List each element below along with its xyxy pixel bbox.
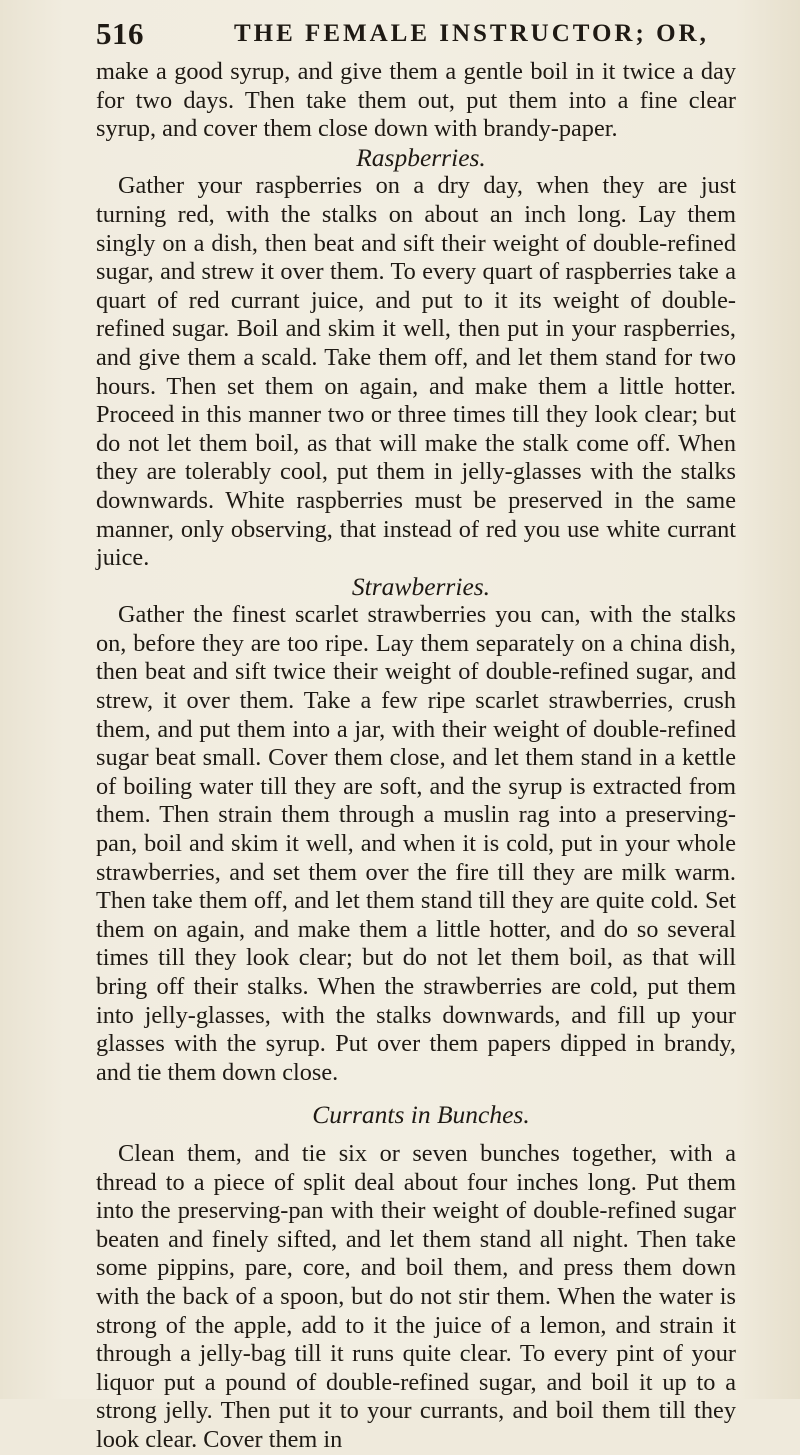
running-title: THE FEMALE INSTRUCTOR; OR,	[234, 20, 709, 47]
section-heading-strawberries: Strawberries.	[351, 571, 491, 601]
intro-paragraph: make a good syrup, and give them a gentle boil in it twice a day for two days. Then take them out, put them into a fine clear syrup, and cover them close down with brandy-paper.	[96, 58, 736, 143]
section-text-currants: Clean them, and tie six or seven bunches together, with a thread to a piece of split deal about four inches long. Put them into the preserving-pan with their weight of double-refined sugar beaten and finely sifted, and let them stand all night. Then take some pippins, pare, core, and boil them, and press them down with the back of a spoon, but do not stir them. When the water is strong of the apple, add to it the juice of a lemon, and strain it through a jelly-bag till it runs quite clear. To every pint of your liquor put a pound of double-refined sugar, and boil it up to a strong jelly. Then put it to your currants, and boil them till they look clear. Cover them in	[96, 1139, 736, 1453]
section-heading-currants: Currants in Bunches.	[312, 1100, 530, 1130]
section-text-raspberries: Gather your raspberries on a dry day, when they are just turning red, with the stalks on about an inch long. Lay them singly on a dish, then beat and sift their weight of double-refined sugar, and strew it over them. To every quart of raspberries take a quart of red currant juice, and put to it its weight of double-refined sugar. Boil and skim it well, then put in your raspberries, and give them a scald. Take them off, and let them stand for two hours. Then set them on again, and make them a little hotter. Proceed in this manner two or three times till they look clear; but do not let them boil, as that will make the stalk come off. When they are tolerably cool, put them in jelly-glasses with the stalks downwards. White raspberries must be preserved in the same manner, only observing, that instead of red you use white currant juice.	[96, 172, 736, 572]
page-header	[96, 14, 736, 54]
section-heading-raspberries: Raspberries.	[356, 142, 486, 172]
page-number: 516	[96, 16, 144, 51]
section-text-strawberries: Gather the finest scarlet strawberries you can, with the stalks on, before they are too ripe. Lay them separately on a china dish, then beat and sift twice their weight of double-refined sugar, and strew, it over them. Take a few ripe scarlet strawberries, crush them, and put them into a jar, with their weight of double-refined sugar beat small. Cover them close, and let them stand in a kettle of boiling water till they are soft, and the syrup is extracted from them. Then strain them through a muslin rag into a preserving-pan, boil and skim it well, and when it is cold, put in your whole strawberries, and set them over the fire till they are milk warm. Then take them off, and let them stand till they are quite cold. Set them on again, and make them a little hotter, and do so several times till they look clear; but do not let them boil, as that will bring off their stalks. When the strawberries are cold, put them into jelly-glasses, with the stalks downwards, and fill up your glasses with the syrup. Put over them papers dipped in brandy, and tie them down close.	[96, 601, 736, 1086]
page-text	[96, 58, 736, 1455]
